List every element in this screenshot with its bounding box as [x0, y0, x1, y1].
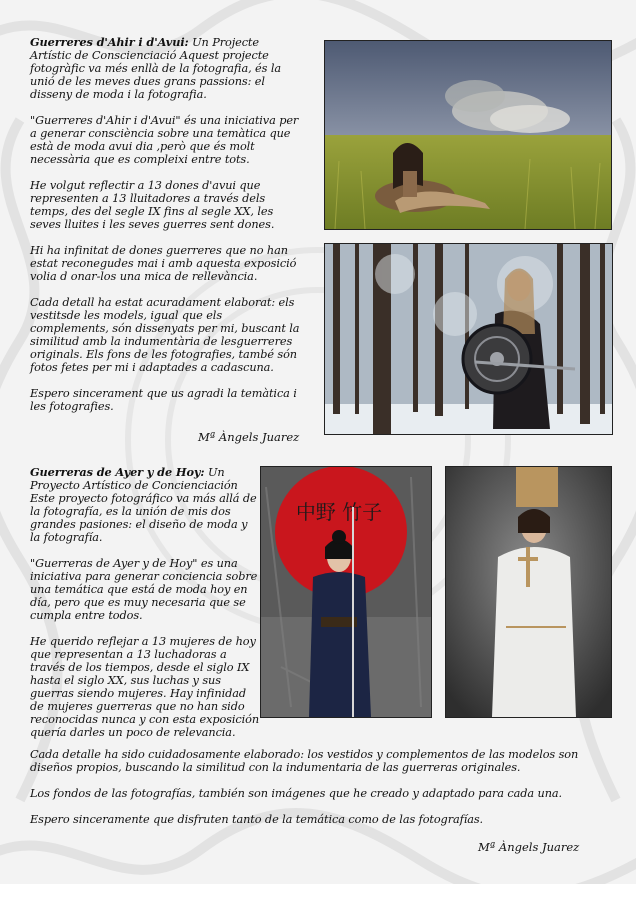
catalan-paragraph: Espero sincerament que us agradi la temàtica i les fotografies.	[30, 387, 297, 413]
catalan-paragraph: Hi ha infinitat de dones guerreres que no han estat reconegudes mai i amb aquesta exposició volia d onar-los una mica de rellevància.	[30, 244, 297, 283]
spanish-title: Guerreras de Ayer y de Hoy:	[30, 465, 205, 479]
catalan-paragraph: "Guerreres d'Ahir i d'Avui" és una iniciativa per a generar consciència sobre una temàtica que està de moda avui dia ,però que és molt necessària que es compleixi entre tots.	[30, 114, 299, 166]
photo-woman-white-dress	[445, 466, 612, 718]
catalan-signature: Mª Àngels Juarez	[198, 430, 300, 444]
spanish-paragraph: Los fondos de las fotografías, también son imágenes que he creado y adaptado para cada una.	[30, 787, 562, 800]
spanish-paragraph: Cada detalle ha sido cuidadosamente elaborado: los vestidos y complementos de las modelos son diseños propios, buscando la similitud con la indumentaria de las guerreras originales.	[30, 748, 579, 774]
spanish-paragraph: He querido reflejar a 13 mujeres de hoy que representan a 13 luchadoras a través de los tiempos, desde el siglo IX hasta el siglo XX, sus luchas y sus guerras siendo mujeres. Hay infinidad de mujeres guerreras que no han sido reconocidas nunca y con esta exposición quería darles un poco de relevancia.	[30, 635, 259, 739]
spanish-paragraph: "Guerreras de Ayer y de Hoy" es una iniciativa para generar conciencia sobre una temática que está de moda hoy en día, pero que es muy necesaria que se cumpla entre todos.	[30, 557, 258, 622]
spanish-paragraph: Espero sinceramente que disfruten tanto de la temática como de las fotografías.	[30, 813, 484, 826]
spanish-signature: Mª Àngels Juarez	[478, 840, 580, 854]
catalan-text-block	[30, 36, 302, 413]
catalan-paragraph: Cada detall ha estat acuradament elaborat: els vestitsde les models, igual que els complements, són dissenyats per mi, buscant la similitud amb la indumentària de lesguerreres originals. Els fons de les fotografies, també són fotos fetes per mi i adaptades a cadascuna.	[30, 296, 300, 374]
photo-warrior-snowy-forest	[324, 243, 613, 435]
photo-warrior-grass-field	[324, 40, 612, 230]
kanji-text: 中野 竹子	[295, 500, 383, 524]
catalan-intro: Un Projecte Artístic de Conscienciació Aquest projecte fotogràfic va més enllà de la fotografia, és la unió de les meves dues grans passions: el disseny de moda i la fotografia.	[30, 36, 281, 101]
catalan-title: Guerreres d'Ahir i d'Avui:	[30, 35, 189, 49]
spanish-text-block	[30, 466, 260, 752]
spanish-text-block-wide	[30, 748, 590, 826]
page-bottom-margin	[0, 884, 636, 900]
catalan-paragraph: He volgut reflectir a 13 dones d'avui que representen a 13 lluitadores a través dels temps, des del segle IX fins al segle XX, les seves lluites i les seves guerres sent dones.	[30, 179, 275, 231]
spanish-intro: Un Proyecto Artístico de Concienciación Este proyecto fotográfico va más allá de la fotografía, es la unión de mis dos grandes pasiones: el diseño de moda y la fotografía.	[30, 466, 257, 544]
photo-samurai-woman	[260, 466, 432, 718]
